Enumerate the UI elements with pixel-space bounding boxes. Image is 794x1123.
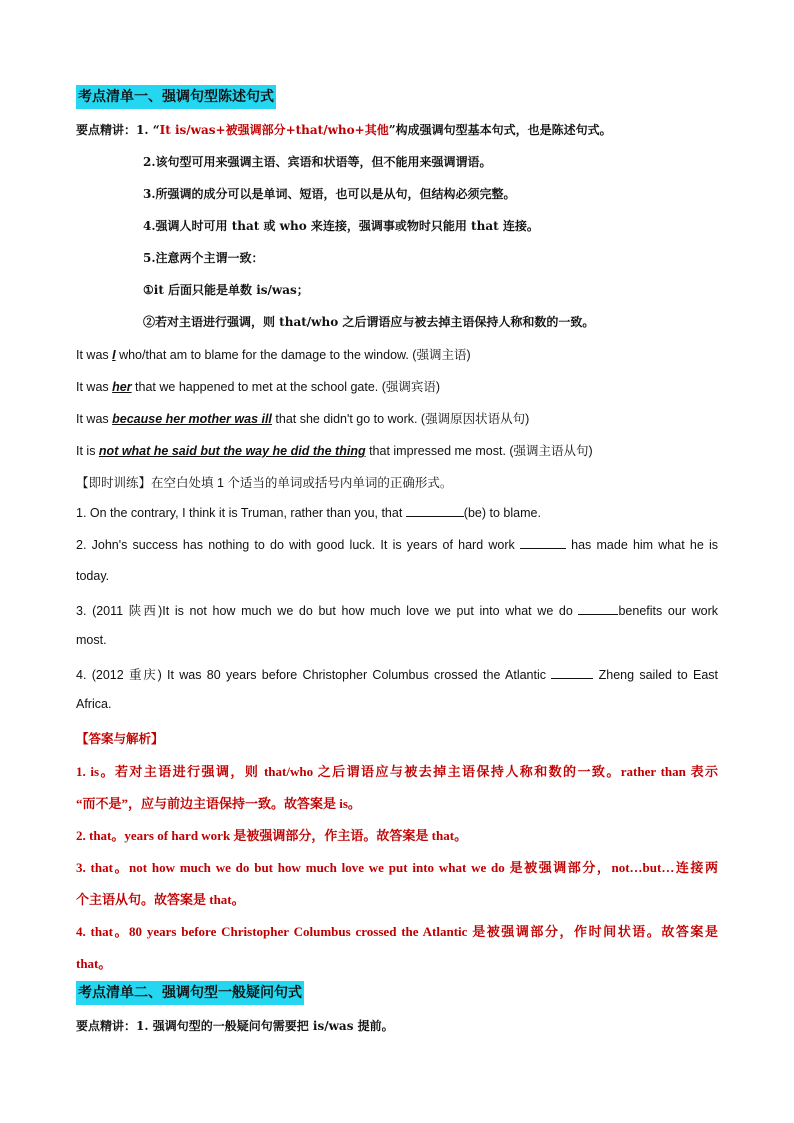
practice-title: 【即时训练】在空白处填 1 个适当的单词或括号内单词的正确形式。 [76, 476, 453, 490]
answer-blank[interactable] [551, 667, 593, 679]
example-post: that impressed me most. (强调主语从句) [365, 444, 593, 458]
keypoint-1 [76, 121, 612, 138]
section2-keypoint-1 [76, 1017, 394, 1034]
section1-heading: 考点清单一、强调句型陈述句式 [76, 85, 276, 109]
example-pre: It was [76, 380, 113, 394]
example-pre: It was [76, 412, 113, 426]
question-3-tail: benefits our work [618, 604, 718, 618]
question-2 [76, 537, 718, 552]
example-post: that we happened to met at the school gate. (强调宾语) [131, 380, 441, 394]
point1-rest: ”构成强调句型基本句式，也是陈述句式。 [388, 123, 612, 137]
answer-blank[interactable] [520, 537, 566, 549]
keypoint-4: 4.强调人时可用 that 或 who 来连接，强调事或物时只能用 that 连接。 [143, 219, 539, 233]
question-1-tail: (be) to blame. [463, 506, 541, 520]
answers-title: 【答案与解析】 [76, 731, 164, 746]
question-3-cont: most. [76, 633, 107, 647]
answer-blank[interactable] [406, 505, 464, 517]
section2-point1: 1. 强调句型的一般疑问句需要把 is/was 提前。 [136, 1019, 394, 1033]
answer-blank[interactable] [578, 603, 618, 615]
question-1 [76, 505, 541, 520]
answer-3-line2: 个主语从句。故答案是 that。 [76, 892, 245, 907]
question-2-text: 2. John's success has nothing to do with good luck. It is years of hard work [76, 538, 515, 552]
answer-1-line1: 1. is。若对主语进行强调，则 that/who 之后谓语应与被去掉主语保持人称和数的一致。rather than 表示 [76, 764, 718, 779]
example-sentence [76, 377, 440, 395]
question-1-text: 1. On the contrary, I think it is Truman, rather than you, that [76, 506, 403, 520]
keypoint-3: 3.所强调的成分可以是单词、短语，也可以是从句，但结构必须完整。 [143, 187, 516, 201]
answer-2: 2. that。years of hard work 是被强调部分，作主语。故答案是 that。 [76, 828, 468, 843]
question-4-text: 4. (2012 重庆) It was 80 years before Christopher Columbus crossed the Atlantic [76, 668, 547, 682]
example-emphasized: because her mother was ill [112, 412, 272, 426]
question-3-text: 3. (2011 陕西)It is not how much we do but how much love we put into what we do [76, 604, 573, 618]
keypoint-5: 5.注意两个主谓一致： [143, 251, 264, 265]
question-4 [76, 665, 718, 683]
answer-3-line1: 3. that。not how much we do but how much love we put into what we do 是被强调部分，not…but…连接两 [76, 860, 718, 875]
example-post: who/that am to blame for the damage to the window. (强调主语) [115, 348, 471, 362]
answer-4-line1: 4. that。80 years before Christopher Columbus crossed the Atlantic 是被强调部分，作时间状语。故答案是 [76, 924, 718, 939]
example-pre: It was [76, 348, 113, 362]
question-4-tail: Zheng sailed to East [598, 668, 719, 682]
question-4-cont: Africa. [76, 697, 112, 711]
keypoint-2: 2.该句型可用来强调主语、宾语和状语等，但不能用来强调谓语。 [143, 155, 492, 169]
keypoint-5-sub1: ①it 后面只能是单数 is/was； [143, 283, 309, 297]
question-3 [76, 601, 718, 619]
example-sentence [76, 345, 471, 363]
section2-heading: 考点清单二、强调句型一般疑问句式 [76, 981, 304, 1005]
example-emphasized: not what he said but the way he did the thing [98, 444, 366, 458]
point1-num: 1. “ [136, 123, 160, 137]
example-emphasized: her [112, 380, 132, 394]
example-sentence [76, 441, 593, 459]
keypoint-label: 要点精讲： [76, 1019, 137, 1033]
example-emphasized: I [112, 348, 116, 362]
answer-1-line2: “而不是”，应与前边主语保持一致。故答案是 is。 [76, 796, 361, 811]
example-post: that she didn't go to work. (强调原因状语从句) [271, 412, 530, 426]
example-sentence [76, 409, 529, 427]
keypoint-5-sub2: ②若对主语进行强调，则 that/who 之后谓语应与被去掉主语保持人称和数的一致。 [143, 315, 595, 329]
answer-4-line2: that。 [76, 956, 112, 971]
question-2-tail: has made him what he is [571, 538, 718, 552]
keypoint-label: 要点精讲： [76, 123, 137, 137]
example-pre: It is [76, 444, 99, 458]
point1-formula: It is/was+被强调部分+that/who+其他 [159, 123, 389, 137]
question-2-cont: today. [76, 569, 110, 583]
